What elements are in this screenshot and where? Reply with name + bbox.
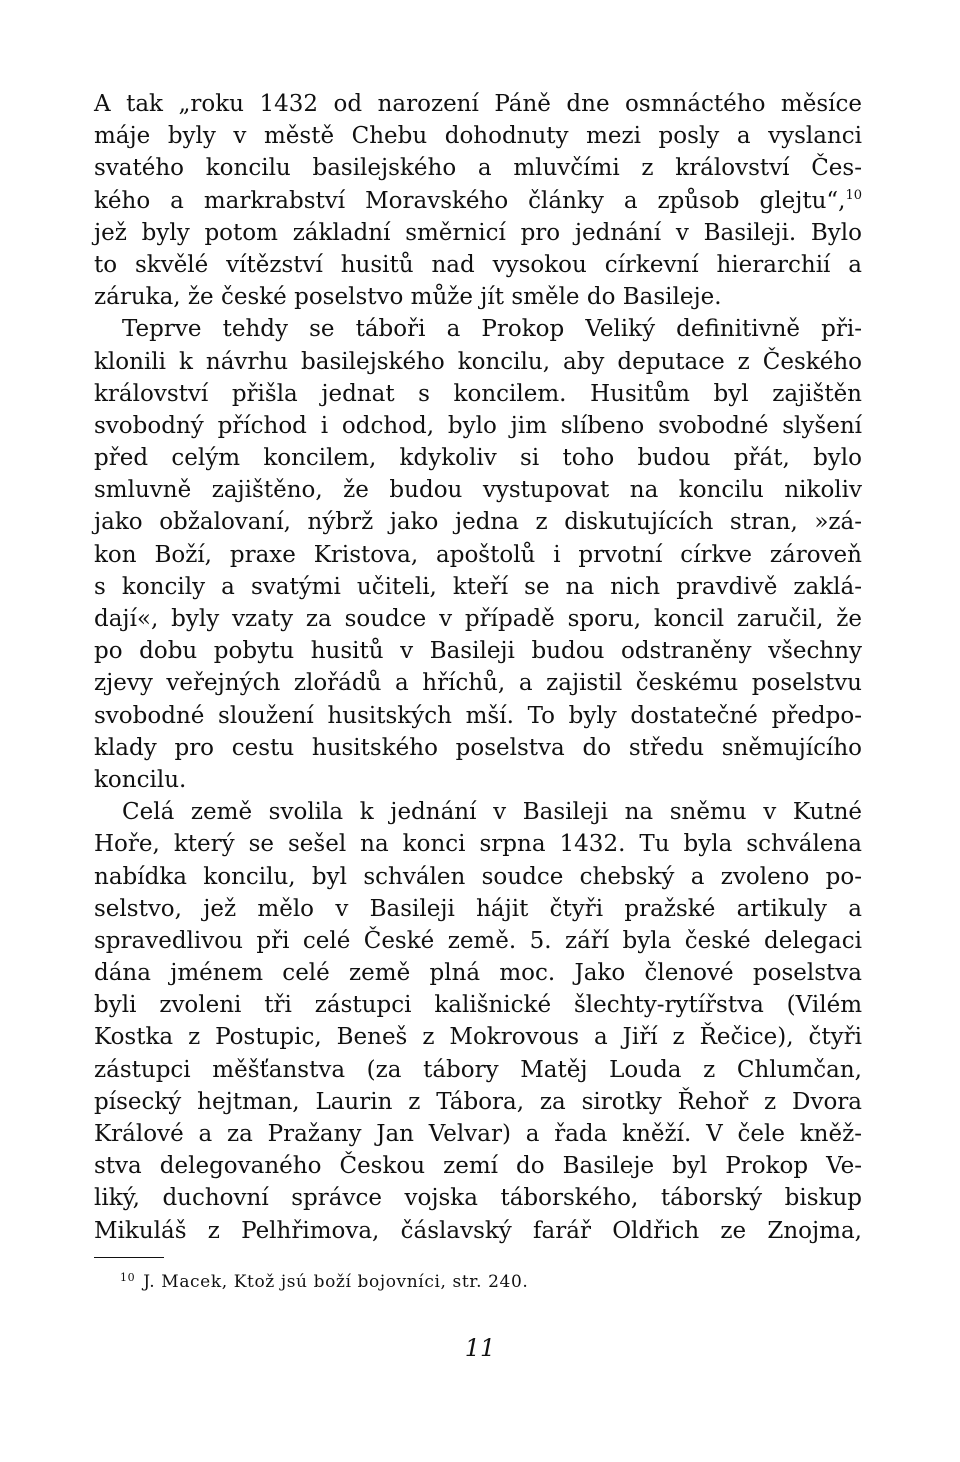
- text-line: A tak „roku 1432 od narození Páně dne osmnáctého měsíce: [94, 91, 862, 117]
- footnote: [120, 1272, 528, 1292]
- paragraph-start-line: Celá země svolila k jednání v Basileji na sněmu v Kutné: [122, 799, 862, 826]
- body-text: [94, 88, 862, 1247]
- text-line: zástupci měšťanstva (za tábory Matěj Louda z Chlumčan,: [94, 1056, 862, 1083]
- text-line: kon Boží, praxe Kristova, apoštolů i prvotní církve zároveň: [94, 541, 862, 568]
- text-line: byli zvoleni tři zástupci kališnické šlechty-rytířstva (Vilém: [94, 992, 862, 1019]
- text-line: [94, 185, 862, 217]
- text-line: nabídka koncilu, byl schválen soudce chebský a zvoleno po-: [94, 863, 862, 890]
- text-line: zjevy veřejných zlořádů a hříchů, a zajistil českému poselstvu: [94, 670, 862, 697]
- text-line: jež byly potom základní směrnicí pro jednání v Basileji. Bylo: [94, 219, 862, 246]
- page-number: 11: [464, 1334, 496, 1362]
- text-line: svatého koncilu basilejského a mluvčími z království Čes-: [94, 155, 862, 182]
- text-line: písecký hejtman, Laurin z Tábora, za sirotky Řehoř z Dvora: [94, 1088, 862, 1115]
- text-line: Hoře, který se sešel na konci srpna 1432. Tu byla schválena: [94, 831, 862, 858]
- footnote-mark: 10: [120, 1271, 136, 1284]
- text-line: Mikuláš z Pelhřimova, čáslavský farář Oldřich ze Znojma,: [94, 1217, 862, 1244]
- text-line: jako obžalovaní, nýbrž jako jedna z diskutujících stran, »zá-: [94, 509, 862, 536]
- text-line: království přišla jednat s koncilem. Husitům byl zajištěn: [94, 380, 862, 407]
- footnote-divider: [94, 1257, 164, 1258]
- text-line: záruka, že české poselstvo může jít směle do Basileje.: [94, 284, 722, 311]
- text-line: před celým koncilem, kdykoliv si toho budou přát, bylo: [94, 445, 862, 472]
- text-line: Králové a za Pražany Jan Velvar) a řada kněží. V čele kněž-: [94, 1121, 862, 1147]
- text-line: dána jménem celé země plná moc. Jako členové poselstva: [94, 960, 862, 987]
- text-line: po dobu pobytu husitů v Basileji budou odstraněny všechny: [94, 638, 862, 665]
- footnote-text: J. Macek, Ktož jsú boží bojovníci, str. 240.: [143, 1272, 529, 1292]
- footnote-reference: 10: [845, 187, 862, 203]
- text-line: spravedlivou při celé České země. 5. září byla české delegaci: [94, 927, 862, 954]
- text-line: liký, duchovní správce vojska táborského, táborský biskup: [94, 1185, 862, 1212]
- text-line: svobodné sloužení husitských mší. To byly dostatečné předpo-: [94, 702, 862, 729]
- text-line: to skvělé vítězství husitů nad vysokou církevní hierarchií a: [94, 251, 862, 278]
- text-line-content: kého a markrabství Moravského články a způsob glejtu“,: [94, 187, 846, 214]
- text-line: s koncily a svatými učiteli, kteří se na nich pravdivě zaklá-: [94, 573, 862, 600]
- text-line: svobodný příchod i odchod, bylo jim slíbeno svobodné slyšení: [94, 412, 862, 439]
- text-line: smluvně zajištěno, že budou vystupovat na koncilu nikoliv: [94, 477, 862, 504]
- text-line: stva delegovaného Českou zemí do Basileje byl Prokop Ve-: [94, 1153, 862, 1180]
- text-line: máje byly v městě Chebu dohodnuty mezi posly a vyslanci: [94, 123, 862, 150]
- text-line: klonili k návrhu basilejského koncilu, aby deputace z Českého: [94, 348, 862, 375]
- text-line: selstvo, jež mělo v Basileji hájit čtyři pražské artikuly a: [94, 895, 862, 922]
- text-line: dají«, byly vzaty za soudce v případě sporu, koncil zaručil, že: [94, 606, 862, 632]
- text-line: klady pro cestu husitského poselstva do středu sněmujícího: [94, 734, 862, 761]
- text-line: Kostka z Postupic, Beneš z Mokrovous a Jiří z Řečice), čtyři: [94, 1024, 862, 1051]
- text-line: koncilu.: [94, 766, 187, 793]
- paragraph-start-line: Teprve tehdy se táboři a Prokop Veliký definitivně při-: [122, 316, 862, 343]
